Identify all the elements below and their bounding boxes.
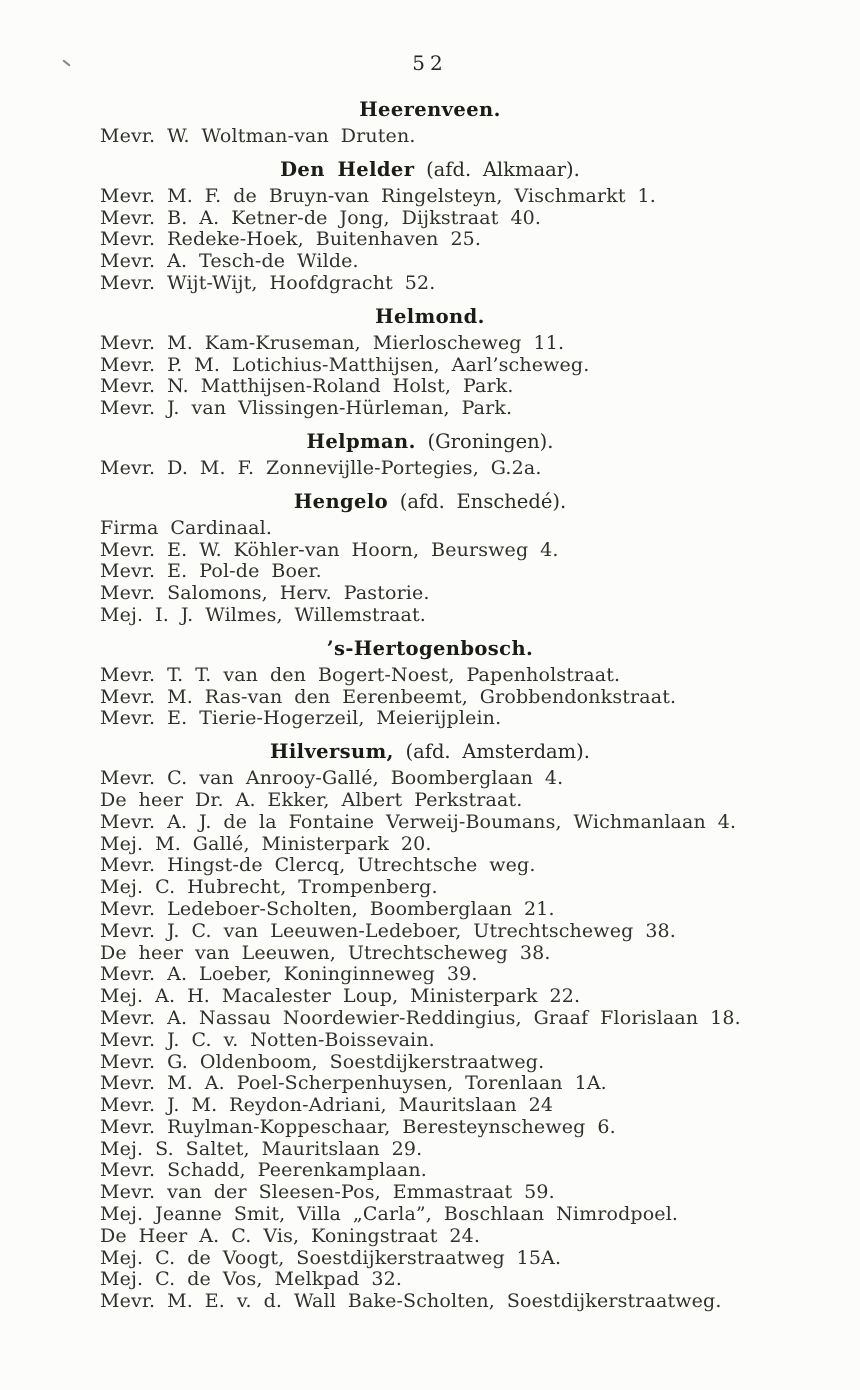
member-entry-line: Mej. Jeanne Smit, Villa „Carla”, Boschlaan Nimrodpoel. — [100, 1203, 679, 1226]
section-heading — [0, 305, 860, 329]
section-title: ’s-Hertogenbosch. — [326, 636, 534, 660]
member-entry-line: Mevr. N. Matthijsen-Roland Holst, Park. — [100, 375, 514, 398]
member-entry-line: Mevr. G. Oldenboom, Soestdijkerstraatweg. — [100, 1050, 545, 1073]
member-entry-line: Mevr. Hingst-de Clercq, Utrechtsche weg. — [100, 854, 536, 877]
section-subtitle: (afd. Enschedé). — [388, 489, 567, 513]
member-entry-line: Mevr. M. F. de Bruyn-van Ringelsteyn, Vischmarkt 1. — [100, 184, 656, 207]
section-title: Heerenveen. — [359, 98, 501, 121]
section-subtitle: (Groningen). — [415, 429, 554, 453]
member-entry-line: Mej. C. de Vos, Melkpad 32. — [100, 1268, 403, 1291]
member-entry-line: Mevr. E. Pol-de Boer. — [100, 560, 322, 583]
member-entry-line: Mevr. Ruylman-Koppeschaar, Beresteynscheweg 6. — [100, 1115, 616, 1138]
member-entry-line: Mevr. D. M. F. Zonnevijlle-Portegies, G.2a. — [100, 456, 542, 479]
member-entry-line: De heer Dr. A. Ekker, Albert Perkstraat. — [100, 788, 523, 811]
member-entry-line: Mevr. van der Sleesen-Pos, Emmastraat 59. — [100, 1181, 555, 1204]
section-heading — [0, 158, 860, 182]
member-entry-line: Mevr. J. C. van Leeuwen-Ledeboer, Utrechtscheweg 38. — [100, 919, 676, 942]
section-subtitle: (afd. Alkmaar). — [414, 157, 580, 181]
section-subtitle: (afd. Amsterdam). — [393, 740, 590, 764]
member-entry-line: Mej. M. Gallé, Ministerpark 20. — [100, 832, 432, 855]
member-entry-line: Mevr. M. A. Poel-Scherpenhuysen, Torenlaan 1A. — [100, 1072, 607, 1095]
member-entry-line: Mevr. M. E. v. d. Wall Bake-Scholten, Soestdijkerstraatweg. — [100, 1290, 722, 1313]
member-entry-line: Mej. C. Hubrecht, Trompenberg. — [100, 876, 438, 899]
member-entry-line: Mej. C. de Voogt, Soestdijkerstraatweg 15A. — [100, 1246, 562, 1269]
member-entry-line: Mej. A. H. Macalester Loup, Ministerpark 22. — [100, 985, 581, 1008]
member-entry-line: Mevr. T. T. van den Bogert-Noest, Papenholstraat. — [100, 663, 621, 686]
member-entry-line: Mevr. Redeke-Hoek, Buitenhaven 25. — [100, 228, 482, 251]
member-entry-line: Mevr. J. M. Reydon-Adriani, Mauritslaan 24 — [100, 1094, 554, 1117]
section-heading — [0, 490, 860, 514]
page-number: 52 — [412, 51, 448, 75]
member-entry-line: Mevr. C. van Anrooy-Gallé, Boomberglaan 4. — [100, 767, 564, 790]
section-title: Den Helder — [280, 157, 415, 181]
section-title: Helmond. — [375, 304, 485, 328]
member-entry-line: Mevr. Ledeboer-Scholten, Boomberglaan 21. — [100, 897, 555, 920]
member-entry-line: Mej. I. J. Wilmes, Willemstraat. — [100, 603, 426, 626]
section-title: Hengelo — [293, 489, 389, 513]
member-entry-line: Mevr. W. Woltman-van Druten. — [100, 125, 416, 147]
member-entry-line: Mevr. E. W. Köhler-van Hoorn, Beursweg 4. — [100, 538, 559, 561]
member-entry-line: De Heer A. C. Vis, Koningstraat 24. — [100, 1224, 481, 1247]
member-entry-line: Mevr. B. A. Ketner-de Jong, Dijkstraat 40. — [100, 206, 542, 229]
member-entry-line: Mevr. J. van Vlissingen-Hürleman, Park. — [100, 397, 513, 420]
member-entry-line: Mevr. A. Tesch-de Wilde. — [100, 250, 359, 273]
member-entry-line: Mevr. E. Tierie-Hogerzeil, Meierijplein. — [100, 707, 502, 730]
member-entry-line: Mevr. M. Ras-van den Eerenbeemt, Grobbendonkstraat. — [100, 685, 677, 708]
section-title: Hilversum, — [270, 740, 394, 764]
member-entry-line: Firma Cardinaal. — [100, 516, 273, 539]
member-entry-line: Mevr. A. Nassau Noordewier-Reddingius, Graaf Florislaan 18. — [100, 1006, 741, 1029]
section-heading — [0, 740, 860, 764]
member-entry-line: Mevr. Wijt-Wijt, Hoofdgracht 52. — [100, 271, 436, 294]
member-entry-line: Mevr. A. Loeber, Koninginneweg 39. — [100, 963, 478, 986]
section-title: Helpman. — [306, 429, 416, 453]
membership-list — [0, 88, 860, 1313]
member-entry-line: Mevr. J. C. v. Notten-Boissevain. — [100, 1028, 435, 1051]
section-heading — [0, 637, 860, 661]
section-heading — [0, 98, 860, 122]
section-heading — [0, 430, 860, 454]
member-entry-line: Mevr. Schadd, Peerenkamplaan. — [100, 1159, 427, 1182]
member-entry-line: Mevr. M. Kam-Kruseman, Mierloscheweg 11. — [100, 331, 565, 354]
member-entry-line: Mevr. Salomons, Herv. Pastorie. — [100, 582, 430, 605]
member-entry-line: Mej. S. Saltet, Mauritslaan 29. — [100, 1137, 423, 1160]
member-entry-line: Mevr. P. M. Lotichius-Matthijsen, Aarl’scheweg. — [100, 353, 590, 376]
member-entry-line: De heer van Leeuwen, Utrechtscheweg 38. — [100, 941, 551, 964]
member-entry-line: Mevr. A. J. de la Fontaine Verweij-Boumans, Wichmanlaan 4. — [100, 810, 737, 833]
